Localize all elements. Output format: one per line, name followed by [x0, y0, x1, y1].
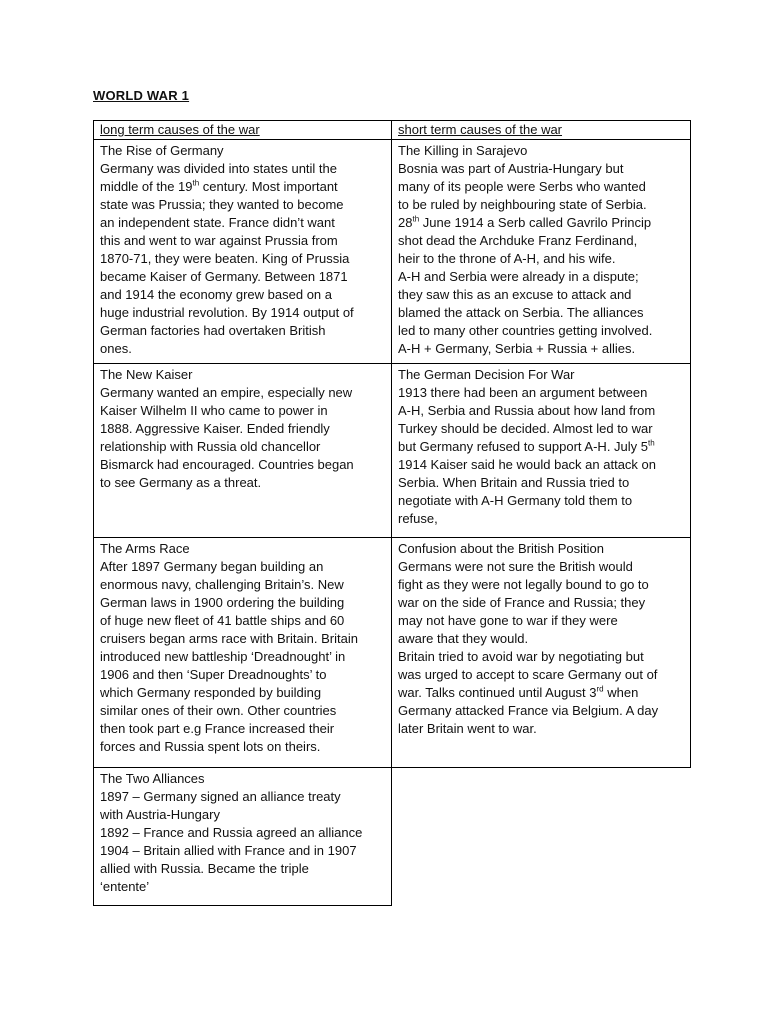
cell-text-line: huge industrial revolution. By 1914 output of	[100, 305, 354, 320]
cell-heading: The Rise of Germany	[100, 143, 224, 158]
cell-text-line: 1870-71, they were beaten. King of Prussia	[100, 251, 350, 266]
table-row	[94, 768, 691, 906]
cell-text-line: this and went to war against Prussia from	[100, 233, 338, 248]
table-cell-right	[392, 538, 691, 768]
cell-text-line: aware that they would.	[398, 631, 529, 646]
cell-text-line: war on the side of France and Russia; they	[398, 595, 646, 610]
table-header-row	[94, 121, 691, 140]
cell-text-line: an independent state. France didn’t want	[100, 215, 335, 230]
table-row	[94, 140, 691, 364]
cell-heading: The Two Alliances	[100, 771, 205, 786]
cell-text-line: 1906 and then ‘Super Dreadnoughts’ to	[100, 667, 327, 682]
cell-text-line: forces and Russia spent lots on theirs.	[100, 739, 321, 754]
cell-text-line: shot dead the Archduke Franz Ferdinand,	[398, 233, 638, 248]
cell-text-line: Bismarck had encouraged. Countries began	[100, 457, 354, 472]
cell-text-line: 1913 there had been an argument between	[398, 385, 648, 400]
cell-heading: The New Kaiser	[100, 367, 193, 382]
cell-text-line: blamed the attack on Serbia. The alliances	[398, 305, 644, 320]
cell-text-line: similar ones of their own. Other countries	[100, 703, 337, 718]
cell-text-line: became Kaiser of Germany. Between 1871	[100, 269, 348, 284]
table-cell-left	[94, 768, 392, 906]
cell-text-line: 1897 – Germany signed an alliance treaty	[100, 789, 341, 804]
causes-table	[93, 120, 691, 906]
cell-text-line: A-H, Serbia and Russia about how land from	[398, 403, 656, 418]
cell-text-line: state was Prussia; they wanted to become	[100, 197, 344, 212]
cell-text-line: After 1897 Germany began building an	[100, 559, 324, 574]
table-cell-left	[94, 140, 392, 364]
cell-heading: Confusion about the British Position	[398, 541, 604, 556]
cell-text-line: later Britain went to war.	[398, 721, 537, 736]
table-cell-left	[94, 364, 392, 538]
cell-text-line: German factories had overtaken British	[100, 323, 326, 338]
cell-text-line: with Austria-Hungary	[100, 807, 220, 822]
cell-text-line: and 1914 the economy grew based on a	[100, 287, 333, 302]
cell-text-line: then took part e.g France increased their	[100, 721, 335, 736]
cell-text-line: to be ruled by neighbouring state of Serbia.	[398, 197, 647, 212]
cell-heading: The Killing in Sarajevo	[398, 143, 528, 158]
cell-text-line: of huge new fleet of 41 battle ships and 60	[100, 613, 345, 628]
cell-text-line: 1892 – France and Russia agreed an alliance	[100, 825, 363, 840]
cell-text-line: German laws in 1900 ordering the building	[100, 595, 345, 610]
cell-text-line: introduced new battleship ‘Dreadnought’ in	[100, 649, 346, 664]
table-row	[94, 364, 691, 538]
cell-text-line: allied with Russia. Became the triple	[100, 861, 309, 876]
table-row	[94, 538, 691, 768]
cell-text-line: Germany wanted an empire, especially new	[100, 385, 353, 400]
cell-heading: The German Decision For War	[398, 367, 575, 382]
cell-text-line: they saw this as an excuse to attack and	[398, 287, 632, 302]
cell-text-line: 1888. Aggressive Kaiser. Ended friendly	[100, 421, 330, 436]
cell-text-line: Serbia. When Britain and Russia tried to	[398, 475, 630, 490]
table-cell-left	[94, 538, 392, 768]
cell-text-line: heir to the throne of A-H, and his wife.	[398, 251, 616, 266]
cell-text-line: middle of the 19th century. Most important	[100, 178, 338, 194]
cell-text-line: 1914 Kaiser said he would back an attack on	[398, 457, 657, 472]
table-cell-empty	[392, 768, 691, 906]
cell-text-line: Kaiser Wilhelm II who came to power in	[100, 403, 328, 418]
cell-text-line: A-H and Serbia were already in a dispute;	[398, 269, 639, 284]
column-header-long-term: long term causes of the war	[94, 121, 392, 140]
cell-text-line: Germans were not sure the British would	[398, 559, 633, 574]
cell-text-line: may not have gone to war if they were	[398, 613, 618, 628]
cell-text-line: but Germany refused to support A-H. July 5th	[398, 438, 655, 454]
cell-text-line: to see Germany as a threat.	[100, 475, 262, 490]
cell-text-line: enormous navy, challenging Britain’s. New	[100, 577, 344, 592]
cell-text-line: many of its people were Serbs who wanted	[398, 179, 646, 194]
cell-text-line: 28th June 1914 a Serb called Gavrilo Princip	[398, 214, 652, 230]
table-cell-right	[392, 364, 691, 538]
cell-text-line: fight as they were not legally bound to go to	[398, 577, 649, 592]
cell-text-line: war. Talks continued until August 3rd when	[398, 684, 639, 700]
cell-text-line: which Germany responded by building	[100, 685, 322, 700]
cell-text-line: 1904 – Britain allied with France and in 1907	[100, 843, 357, 858]
cell-text-line: Germany was divided into states until the	[100, 161, 338, 176]
cell-text-line: negotiate with A-H Germany told them to	[398, 493, 633, 508]
cell-text-line: ones.	[100, 341, 132, 356]
cell-text-line: Germany attacked France via Belgium. A day	[398, 703, 659, 718]
table-cell-right	[392, 140, 691, 364]
cell-text-line: cruisers began arms race with Britain. Britain	[100, 631, 358, 646]
page-title: WORLD WAR 1	[93, 88, 190, 103]
cell-text-line: A-H + Germany, Serbia + Russia + allies.	[398, 341, 636, 356]
cell-text-line: Britain tried to avoid war by negotiating but	[398, 649, 644, 664]
cell-text-line: relationship with Russia old chancellor	[100, 439, 321, 454]
cell-text-line: Bosnia was part of Austria-Hungary but	[398, 161, 624, 176]
cell-heading: The Arms Race	[100, 541, 190, 556]
cell-text-line: ‘entente’	[100, 879, 150, 894]
column-header-short-term: short term causes of the war	[392, 121, 691, 140]
cell-text-line: refuse,	[398, 511, 438, 526]
cell-text-line: led to many other countries getting involved.	[398, 323, 653, 338]
cell-text-line: was urged to accept to scare Germany out of	[398, 667, 658, 682]
cell-text-line: Turkey should be decided. Almost led to war	[398, 421, 653, 436]
table-body	[94, 140, 691, 906]
